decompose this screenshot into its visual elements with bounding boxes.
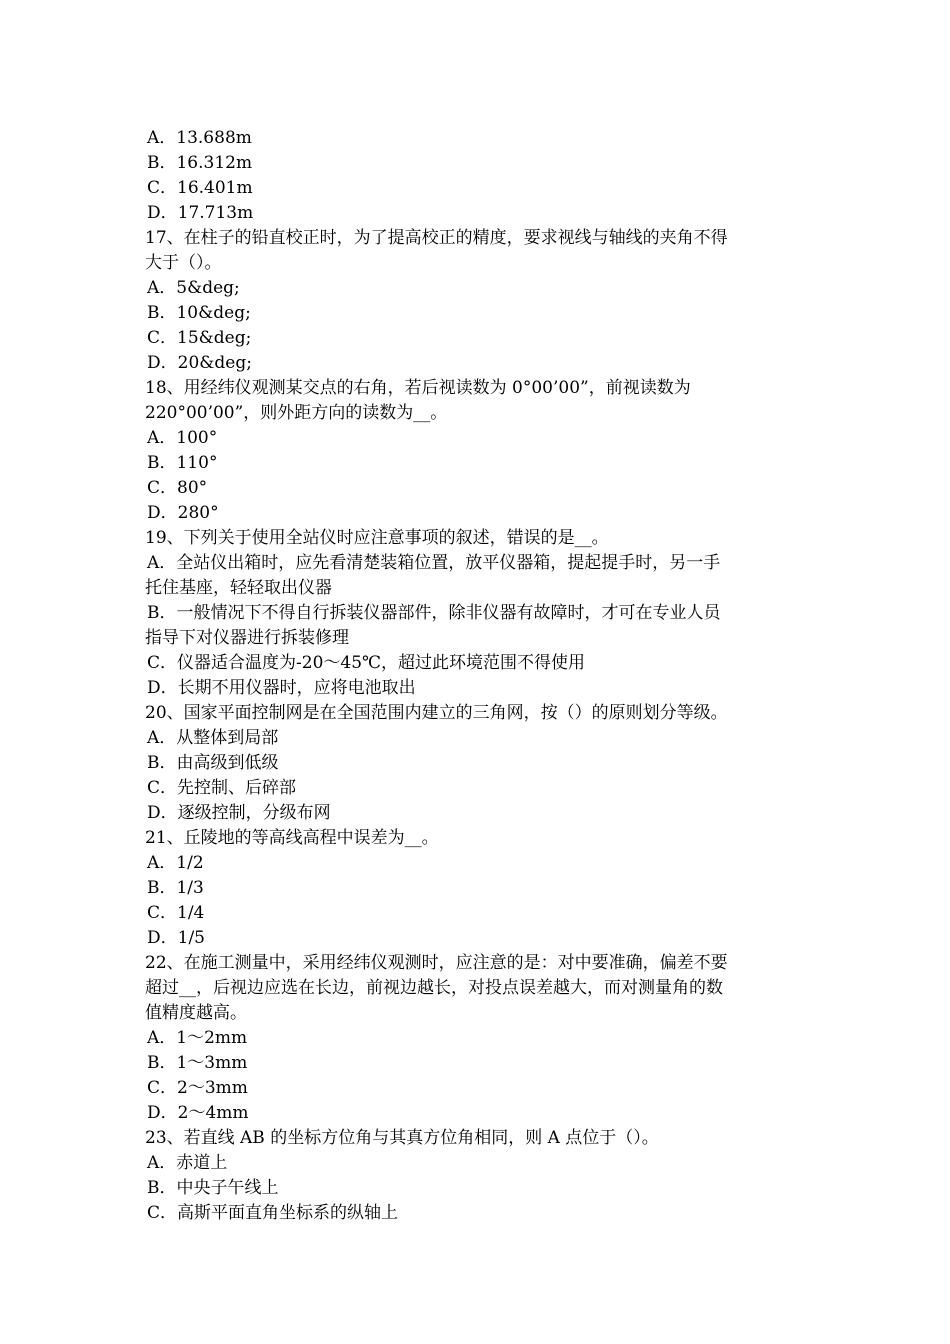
answer-option-line: D．逐级控制，分级布网 [147,803,331,823]
answer-option-line: C．高斯平面直角坐标系的纵轴上 [147,1203,399,1223]
answer-option-line: D．长期不用仪器时，应将电池取出 [147,678,416,698]
answer-option-line: C．1/4 [147,903,205,923]
answer-option-line: B．110° [147,453,218,473]
question-text-line: 值精度越高。 [145,1003,247,1023]
answer-option-line: B．10&deg; [147,303,251,323]
answer-option-line: B．1/3 [147,878,204,898]
document-page [145,126,809,1226]
answer-option-line: D．280° [147,503,219,523]
question-text-line: 大于（）。 [145,253,222,273]
question-text-line: 18、用经纬仪观测某交点的右角，若后视读数为 0°00’00”，前视读数为 [145,378,691,398]
answer-option-line: C．80° [147,478,208,498]
answer-option-line: B．1～3mm [147,1053,248,1073]
answer-option-line: A．全站仪出箱时，应先看清楚装箱位置，放平仪器箱，提起提手时，另一手 [147,553,721,573]
question-text-line: 超过__，后视边应选在长边，前视边越长，对投点误差越大，而对测量角的数 [145,978,723,998]
answer-option-line: C．2～3mm [147,1078,248,1098]
question-text-line: 20、国家平面控制网是在全国范围内建立的三角网，按（）的原则划分等级。 [145,703,728,723]
answer-option-line: A．赤道上 [147,1153,228,1173]
answer-option-line: A．从整体到局部 [147,728,279,748]
answer-option-line: D．2～4mm [147,1103,249,1123]
answer-option-line: C．16.401m [147,178,253,198]
answer-option-line: B．一般情况下不得自行拆装仪器部件，除非仪器有故障时，才可在专业人员 [147,603,721,623]
answer-option-line: B．中央子午线上 [147,1178,279,1198]
answer-option-line: C．先控制、后碎部 [147,778,297,798]
question-text-line: 托住基座，轻轻取出仪器 [145,578,332,598]
answer-option-line: D．1/5 [147,928,205,948]
answer-option-line: A．13.688m [147,128,252,148]
answer-option-line: C．仪器适合温度为-20～45℃，超过此环境范围不得使用 [147,653,586,673]
answer-option-line: D．20&deg; [147,353,252,373]
answer-option-line: D．17.713m [147,203,254,223]
question-text-line: 220°00’00”，则外距方向的读数为__。 [145,403,448,423]
question-text-line: 23、若直线 AB 的坐标方位角与其真方位角相同，则 A 点位于（）。 [145,1128,659,1148]
answer-option-line: A．1～2mm [147,1028,248,1048]
answer-option-line: B．16.312m [147,153,253,173]
question-text-line: 22、在施工测量中，采用经纬仪观测时，应注意的是：对中要准确，偏差不要 [145,953,728,973]
answer-option-line: B．由高级到低级 [147,753,279,773]
answer-option-line: C．15&deg; [147,328,252,348]
answer-option-line: A．100° [147,428,218,448]
answer-option-line: A．1/2 [147,853,204,873]
answer-option-line: A．5&deg; [147,278,240,298]
question-text-line: 21、丘陵地的等高线高程中误差为__。 [145,828,439,848]
question-text-line: 指导下对仪器进行拆装修理 [145,628,349,648]
question-text-line: 17、在柱子的铅直校正时，为了提高校正的精度，要求视线与轴线的夹角不得 [145,228,728,248]
question-text-line: 19、下列关于使用全站仪时应注意事项的叙述，错误的是__。 [145,528,609,548]
